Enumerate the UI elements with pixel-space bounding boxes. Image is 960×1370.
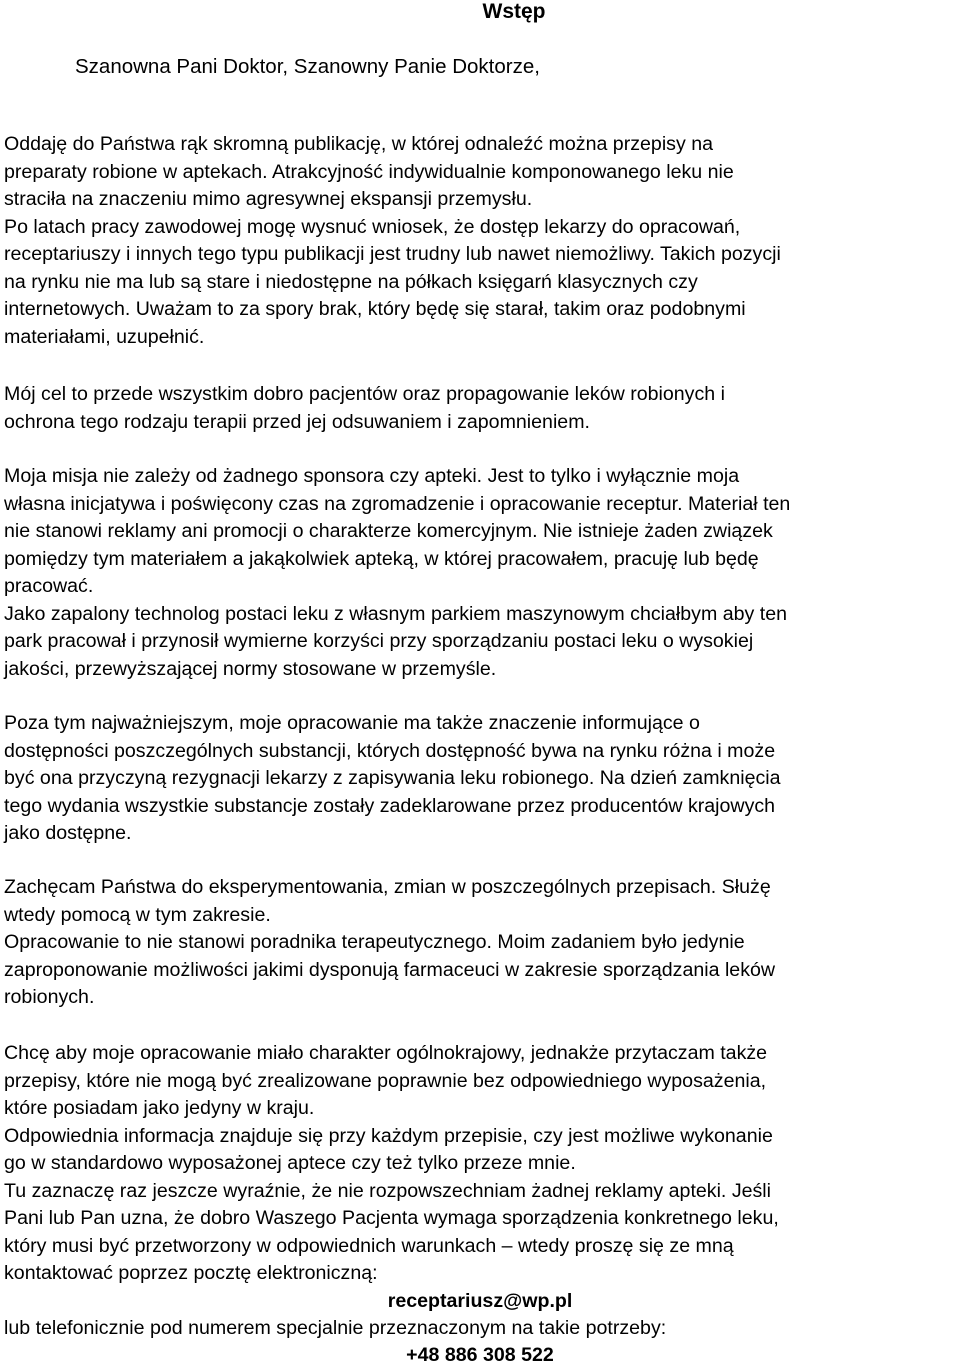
paragraph-goal: Mój cel to przede wszystkim dobro pacjentów oraz propagowanie leków robionych i ochrona tego rodzaju terapii przed jej odsuwaniem i zapomnieniem. (4, 383, 725, 433)
greeting: Szanowna Pani Doktor, Szanowny Panie Doktorze, (75, 55, 540, 78)
contact-email: receptariusz@wp.pl (387, 1290, 573, 1312)
paragraph-mission: Moja misja nie zależy od żadnego sponsora czy apteki. Jest to tylko i wyłącznie moja własna inicjatywa i poświęcony czas na zgromadzenie i opracowanie receptur. Materiał ten nie stanowi reklamy ani promocji o charakterze komercyjnym. Nie istnieje żaden związek pomiędzy tym materiałem a jakąkolwiek apteką, w której pracowałem, pracuję lub będę pracować. Jako zapalony technolog postaci leku z własnym parkiem maszynowym chciałbym aby ten park pracował i przynosił wymierne korzyści przy sporządzaniu postaci leku o wysokiej jakości, przewyższającej normy stosowane w przemyśle. (4, 465, 791, 680)
contact-phone: +48 886 308 522 (406, 1344, 554, 1366)
paragraph-contact: Chcę aby moje opracowanie miało charakter ogólnokrajowy, jednakże przytaczam także przepisy, które nie mogą być zrealizowane poprawnie bez odpowiedniego wyposażenia, które posiadam jako jedyny w kraju. Odpowiednia informacja znajduje się przy każdym przepisie, czy jest możliwe wykonanie go w standardowo wyposażonej aptece czy też tylko przeze mnie. Tu zaznaczę raz jeszcze wyraźnie, że nie rozpowszechniam żadnej reklamy apteki. Jeśli Pani lub Pan uzna, że dobro Waszego Pacjenta wymaga sporządzenia konkretnego leku, który musi być przetworzony w odpowiednich warunkach – wtedy proszę się ze mną kontaktować poprzez pocztę elektroniczną: (4, 1042, 779, 1284)
phone-intro: lub telefonicznie pod numerem specjalnie przeznaczonym na takie potrzeby: (4, 1317, 667, 1339)
page-title: Wstęp (482, 0, 546, 23)
paragraph-encouragement: Zachęcam Państwa do eksperymentowania, zmian w poszczególnych przepisach. Służę wtedy pomocą w tym zakresie. Opracowanie to nie stanowi poradnika terapeutycznego. Moim zadaniem było jedynie zaproponowanie możliwości jakimi dysponują farmaceuci w zakresie sporządzania leków robionych. (4, 876, 776, 1008)
paragraph-availability: Poza tym najważniejszym, moje opracowanie ma także znaczenie informujące o dostępności poszczególnych substancji, których dostępność bywa na rynku różna i może być ona przyczyną rezygnacji lekarzy z zapisywania leku robionego. Na dzień zamknięcia tego wydania wszystkie substancje zostały zadeklarowane przez producentów krajowych jako dostępne. (4, 712, 781, 844)
paragraph-intro: Oddaję do Państwa rąk skromną publikację, w której odnaleźć można przepisy na preparaty robione w aptekach. Atrakcyjność indywidualnie komponowanego leku nie straciła na znaczeniu mimo agresywnej ekspansji przemysłu. Po latach pracy zawodowej mogę wysnuć wniosek, że dostęp lekarzy do opracowań, receptariuszy i innych tego typu publikacji jest trudny lub nawet niemożliwy. Takich pozycji na rynku nie ma lub są stare i niedostępne na półkach księgarń klasycznych czy internetowych. Uważam to za spory brak, który będę się starał, takim oraz podobnymi materiałami, uzupełnić. (4, 133, 781, 348)
